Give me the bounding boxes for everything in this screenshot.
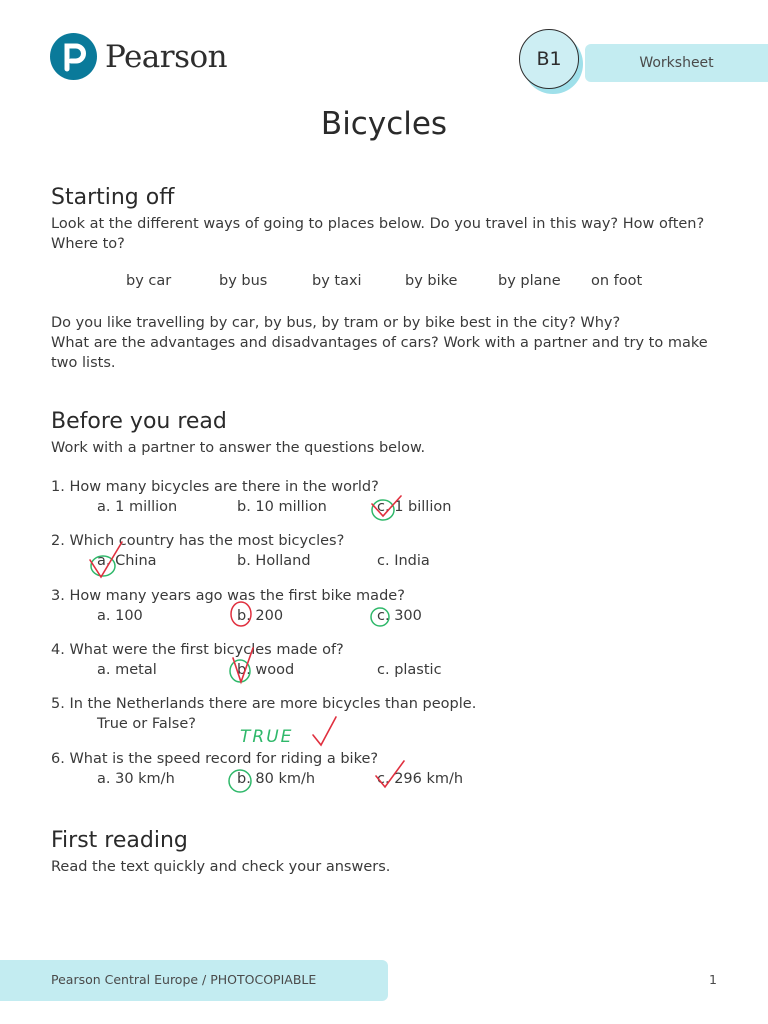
pearson-p-icon xyxy=(50,33,97,80)
question-5: 5. In the Netherlands there are more bicycles than people. xyxy=(51,696,477,712)
option-2b: b. Holland xyxy=(237,553,311,569)
heading-starting-off: Starting off xyxy=(51,185,175,210)
pearson-logo xyxy=(50,33,227,80)
way-item: on foot xyxy=(591,273,643,289)
way-item: by car xyxy=(126,273,172,289)
option-2a: a. China xyxy=(97,553,157,569)
way-item: by bike xyxy=(405,273,458,289)
option-2c: c. India xyxy=(377,553,430,569)
footer-text: Pearson Central Europe / PHOTOCOPIABLE xyxy=(51,972,317,987)
option-1a: a. 1 million xyxy=(97,499,178,515)
option-4c: c. plastic xyxy=(377,662,442,678)
option-4a: a. metal xyxy=(97,662,157,678)
question-4: 4. What were the first bicycles made of? xyxy=(51,642,344,658)
green-tick-mark xyxy=(313,717,336,745)
heading-first-reading: First reading xyxy=(51,828,188,853)
question-1: 1. How many bicycles are there in the world? xyxy=(51,479,379,495)
worksheet-tab: Worksheet xyxy=(585,44,768,82)
option-3c: c. 300 xyxy=(377,608,422,624)
before-you-read-intro: Work with a partner to answer the questions below. xyxy=(51,440,426,456)
question-6: 6. What is the speed record for riding a bike? xyxy=(51,751,379,767)
starting-off-intro: Look at the different ways of going to places below. Do you travel in this way? How often? Where to? xyxy=(51,216,705,252)
question-5-prompt: True or False? xyxy=(97,716,196,732)
option-1b: b. 10 million xyxy=(237,499,327,515)
question-3: 3. How many years ago was the first bike made? xyxy=(51,588,405,604)
way-item: by taxi xyxy=(312,273,362,289)
way-item: by bus xyxy=(219,273,268,289)
option-6b: b. 80 km/h xyxy=(237,771,316,787)
starting-off-question-1: Do you like travelling by car, by bus, by tram or by bike best in the city? Why? xyxy=(51,315,621,331)
page-number: 1 xyxy=(709,972,717,987)
level-badge: B1 xyxy=(519,29,579,89)
page-title: Bicycles xyxy=(320,106,448,142)
option-3a: a. 100 xyxy=(97,608,143,624)
option-6c: c. 296 km/h xyxy=(377,771,464,787)
way-item: by plane xyxy=(498,273,561,289)
starting-off-question-2: What are the advantages and disadvantages of cars? Work with a partner and try to make two lists. xyxy=(51,335,708,371)
option-4b: b. wood xyxy=(237,662,295,678)
brand-name: Pearson xyxy=(105,38,228,75)
option-3b: b. 200 xyxy=(237,608,284,624)
question-2: 2. Which country has the most bicycles? xyxy=(51,533,345,549)
first-reading-intro: Read the text quickly and check your answers. xyxy=(51,859,391,875)
option-1c: c. 1 billion xyxy=(377,499,452,515)
option-6a: a. 30 km/h xyxy=(97,771,175,787)
handwritten-true: TRUE xyxy=(240,727,294,747)
heading-before-you-read: Before you read xyxy=(51,409,227,434)
